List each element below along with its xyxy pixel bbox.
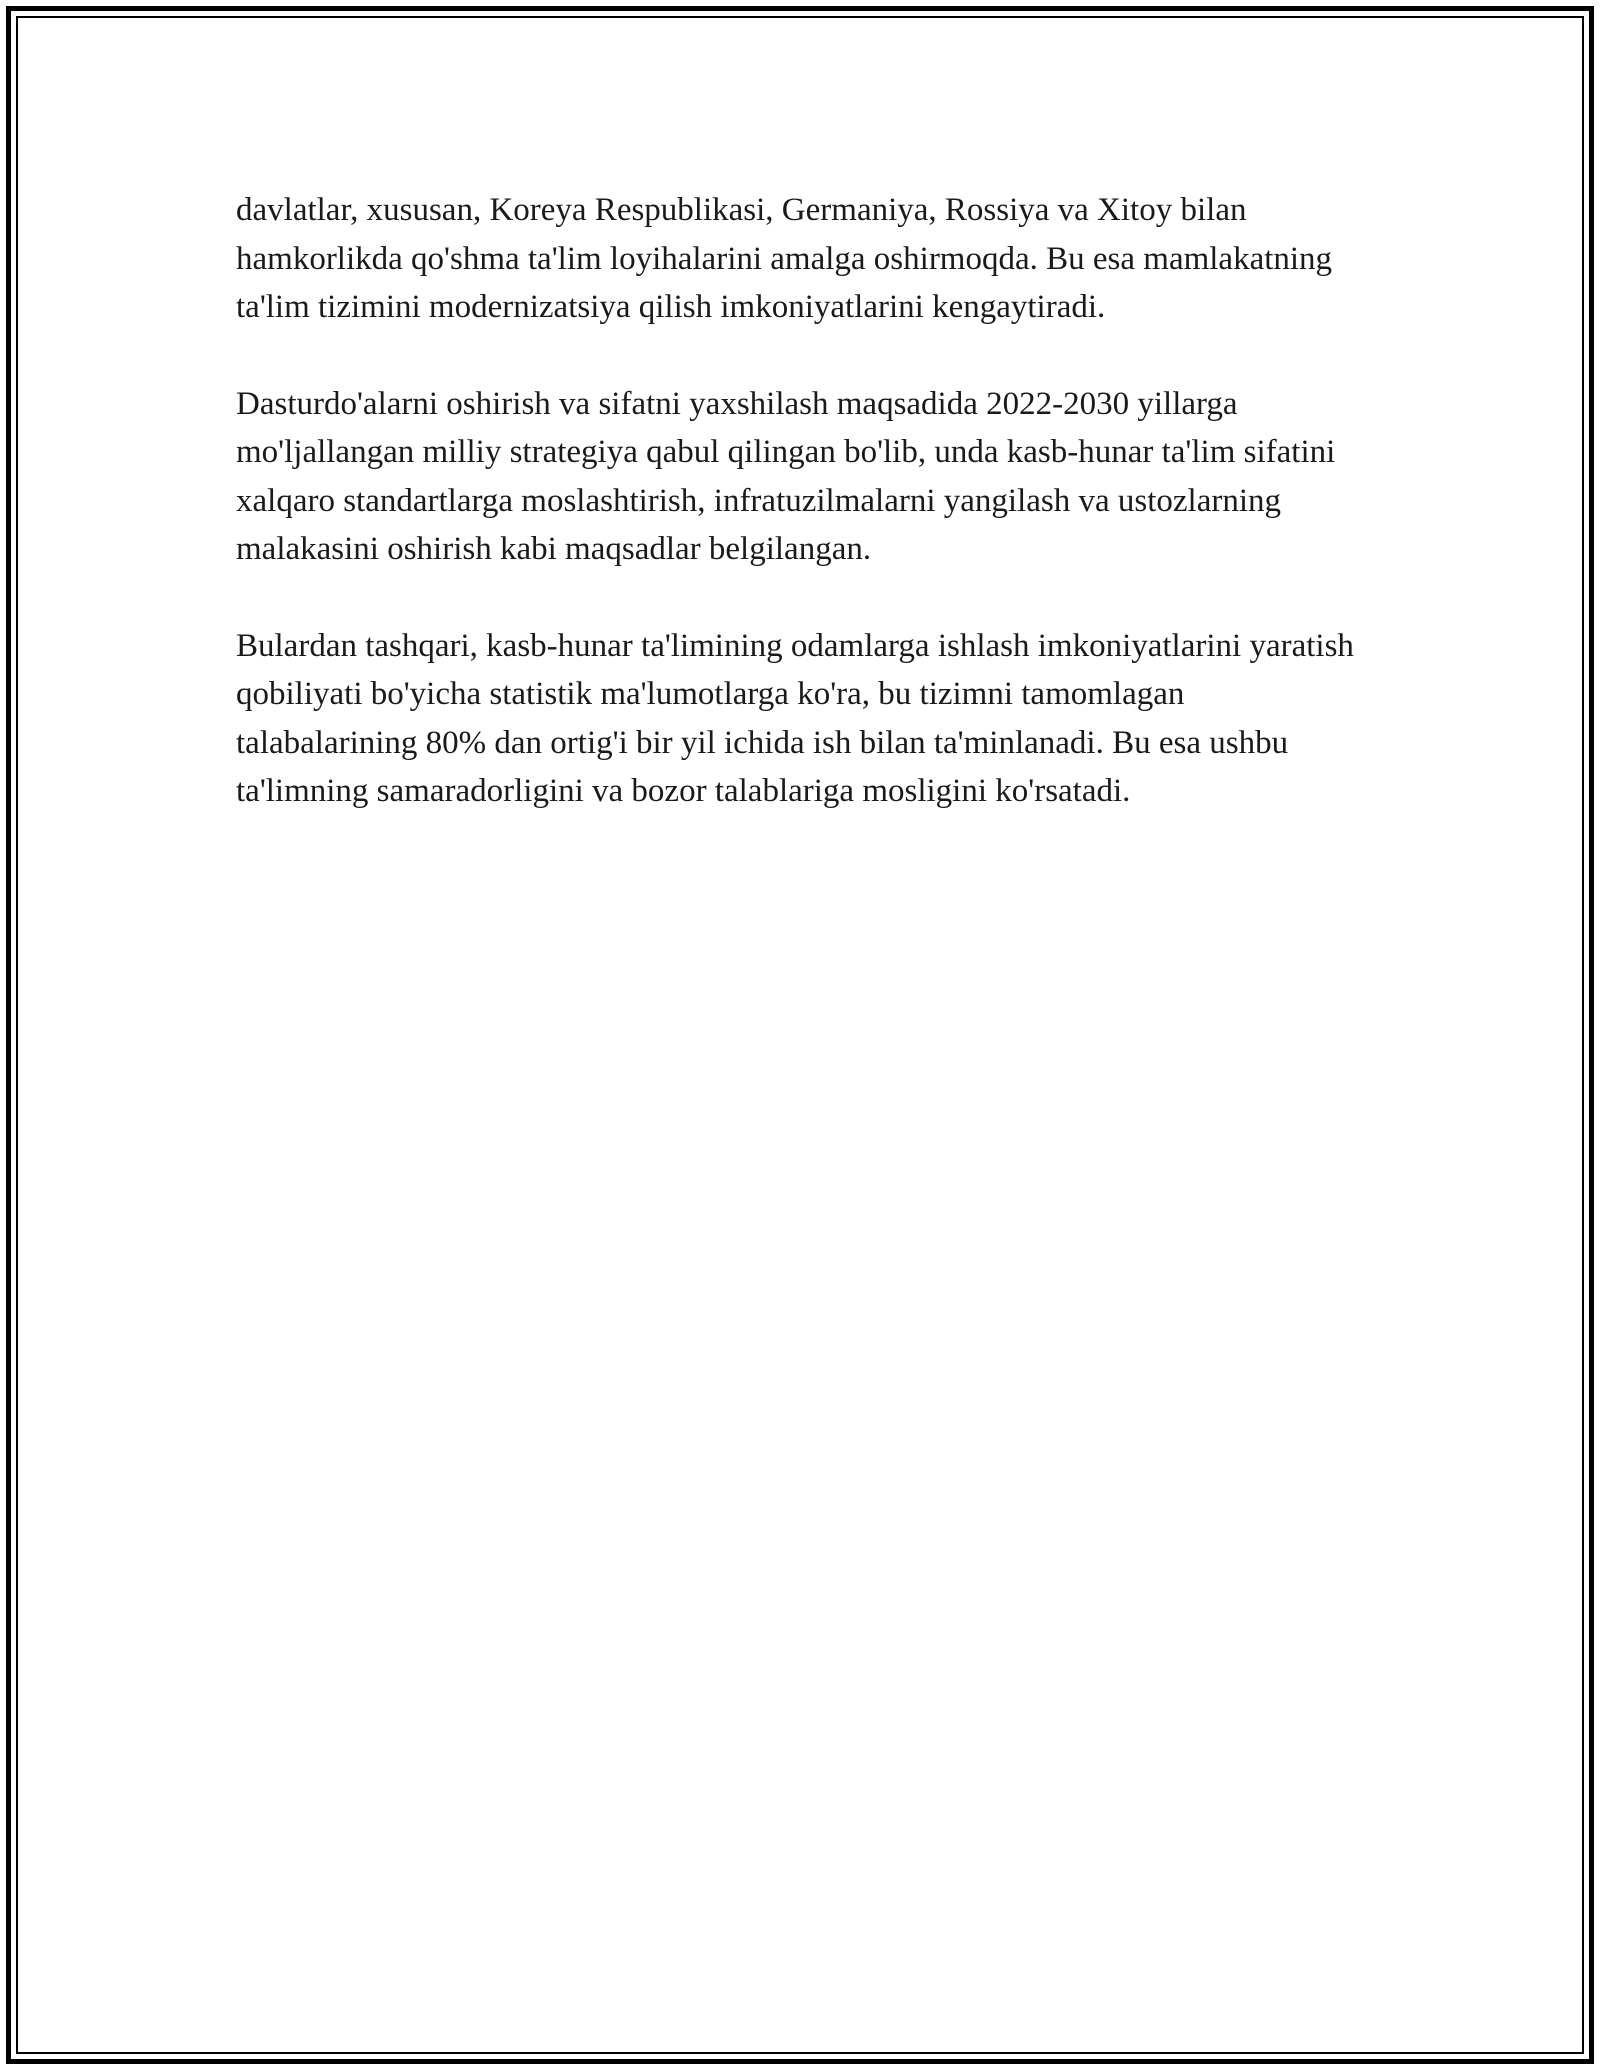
paragraph-employment-statistics: Bulardan tashqari, kasb-hunar ta'limining odamlarga ishlash imkoniyatlarini yaratish qobiliyati bo'yicha statistik ma'lumotlarga ko'ra, bu tizimni tamomlagan talabalarining 80% dan ortig'i bir yil ichida ish bilan ta'minlanadi. Bu esa ushbu ta'limning samaradorligini va bozor talablariga mosligini ko'rsatadi. (236, 627, 1354, 809)
paragraph-national-strategy: Dasturdo'alarni oshirish va sifatni yaxshilash maqsadida 2022-2030 yillarga mo'ljallangan milliy strategiya qabul qilingan bo'lib, unda kasb-hunar ta'lim sifatini xalqaro standartlarga moslashtirish, infratuzilmalarni yangilash va ustozlarning malakasini oshirish kabi maqsadlar belgilangan. (236, 385, 1336, 567)
paragraph-international-cooperation: davlatlar, xususan, Koreya Respublikasi, Germaniya, Rossiya va Xitoy bilan hamkorlikda qo'shma ta'lim loyihalarini amalga oshirmoqda. Bu esa mamlakatning ta'lim tizimini modernizatsiya qilish imkoniyatlarini kengaytiradi. (236, 192, 1333, 325)
document-body (236, 186, 1366, 864)
